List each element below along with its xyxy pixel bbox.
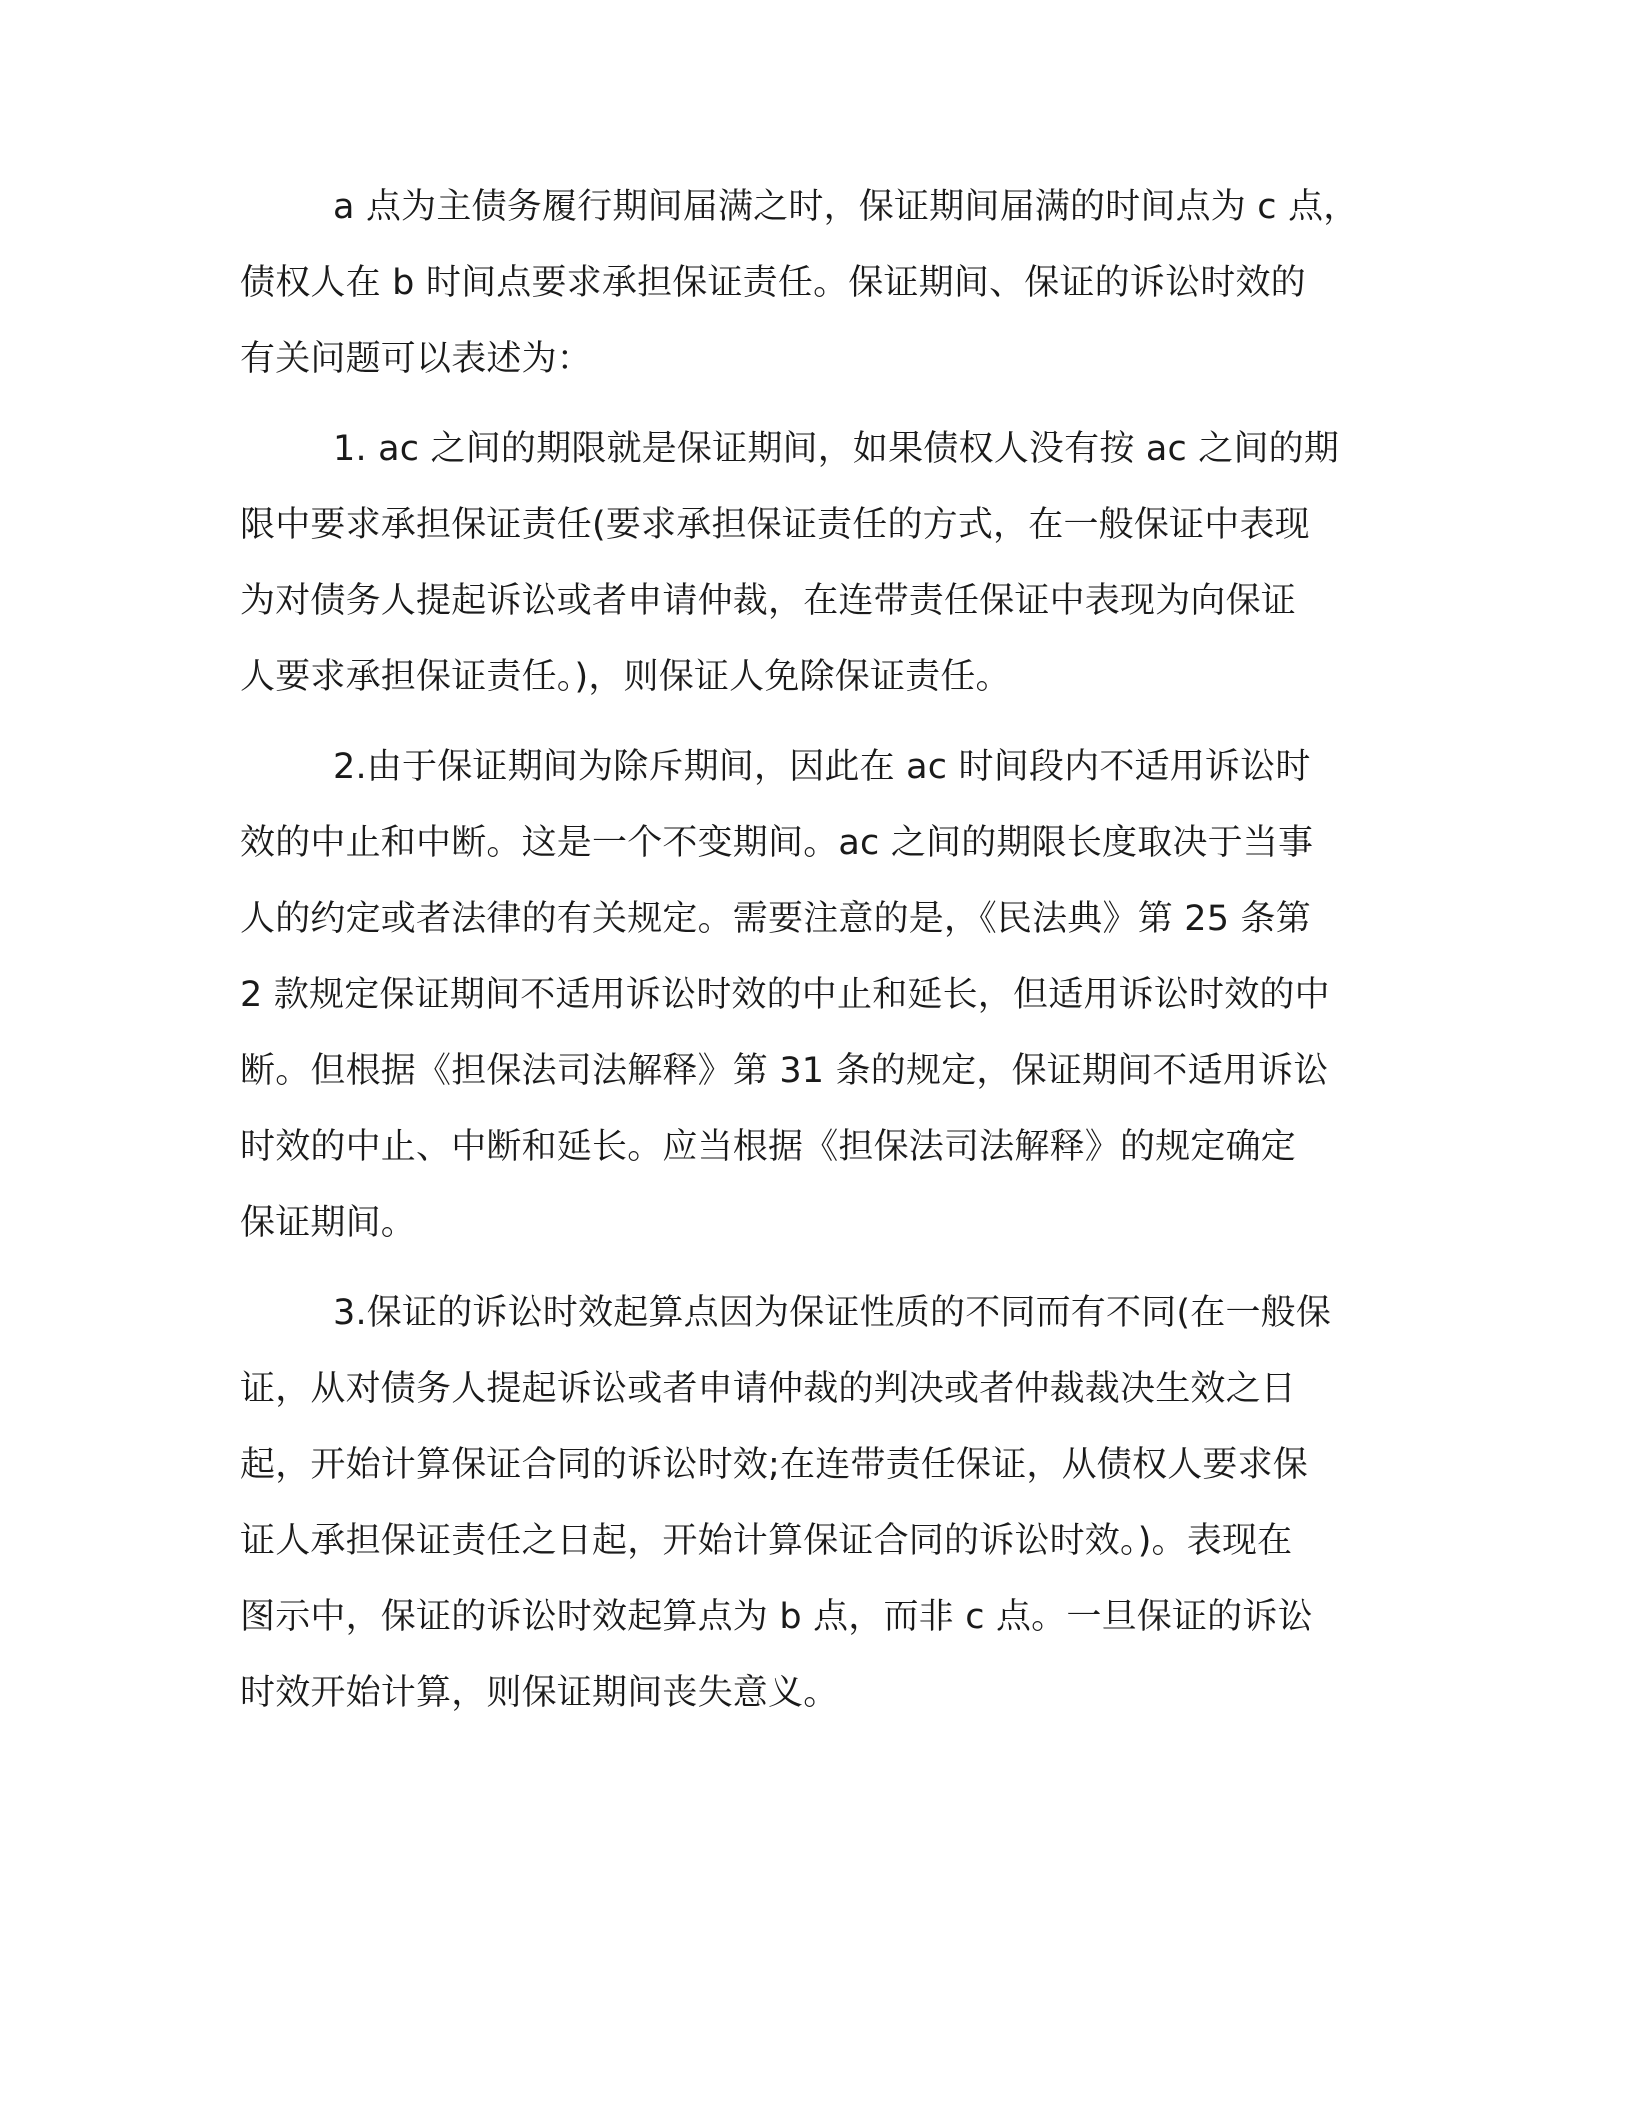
text-line: 人要求承担保证责任。)，则保证人免除保证责任。 <box>240 657 1011 697</box>
text-line: 3.保证的诉讼时效起算点因为保证性质的不同而有不同(在一般保 <box>333 1293 1332 1333</box>
text-line: 图示中，保证的诉讼时效起算点为 b 点，而非 c 点。一旦保证的诉讼 <box>240 1597 1313 1637</box>
paragraph-point-3 <box>240 1294 1386 1712</box>
text-line: 时效的中止、中断和延长。应当根据《担保法司法解释》的规定确定 <box>240 1127 1297 1167</box>
text-line: 保证期间。 <box>240 1203 417 1243</box>
text-line: 限中要求承担保证责任(要求承担保证责任的方式，在一般保证中表现 <box>240 505 1310 545</box>
text-line: a 点为主债务履行期间届满之时，保证期间届满的时间点为 c 点， <box>333 187 1359 227</box>
text-line: 证人承担保证责任之日起，开始计算保证合同的诉讼时效。)。表现在 <box>240 1521 1293 1561</box>
text-line: 为对债务人提起诉讼或者申请仲裁，在连带责任保证中表现为向保证 <box>240 581 1297 621</box>
text-line: 债权人在 b 时间点要求承担保证责任。保证期间、保证的诉讼时效的 <box>240 263 1306 303</box>
paragraph-point-1 <box>240 430 1386 696</box>
paragraph-point-2 <box>240 748 1386 1242</box>
text-line: 证，从对债务人提起诉讼或者申请仲裁的判决或者仲裁裁决生效之日 <box>240 1369 1297 1409</box>
text-line: 起，开始计算保证合同的诉讼时效;在连带责任保证，从债权人要求保 <box>240 1445 1308 1485</box>
text-line: 人的约定或者法律的有关规定。需要注意的是，《民法典》第 25 条第 <box>240 899 1311 939</box>
text-line: 断。但根据《担保法司法解释》第 31 条的规定，保证期间不适用诉讼 <box>240 1051 1329 1091</box>
text-line: 2.由于保证期间为除斥期间，因此在 ac 时间段内不适用诉讼时 <box>333 747 1311 787</box>
text-line: 2 款规定保证期间不适用诉讼时效的中止和延长，但适用诉讼时效的中 <box>240 975 1330 1015</box>
text-line: 有关问题可以表述为： <box>240 339 593 379</box>
text-line: 1. ac 之间的期限就是保证期间，如果债权人没有按 ac 之间的期 <box>333 429 1340 469</box>
text-line: 效的中止和中断。这是一个不变期间。ac 之间的期限长度取决于当事 <box>240 823 1314 863</box>
text-line: 时效开始计算，则保证期间丧失意义。 <box>240 1673 839 1713</box>
document-body <box>240 188 1386 1764</box>
paragraph-intro <box>240 188 1386 378</box>
